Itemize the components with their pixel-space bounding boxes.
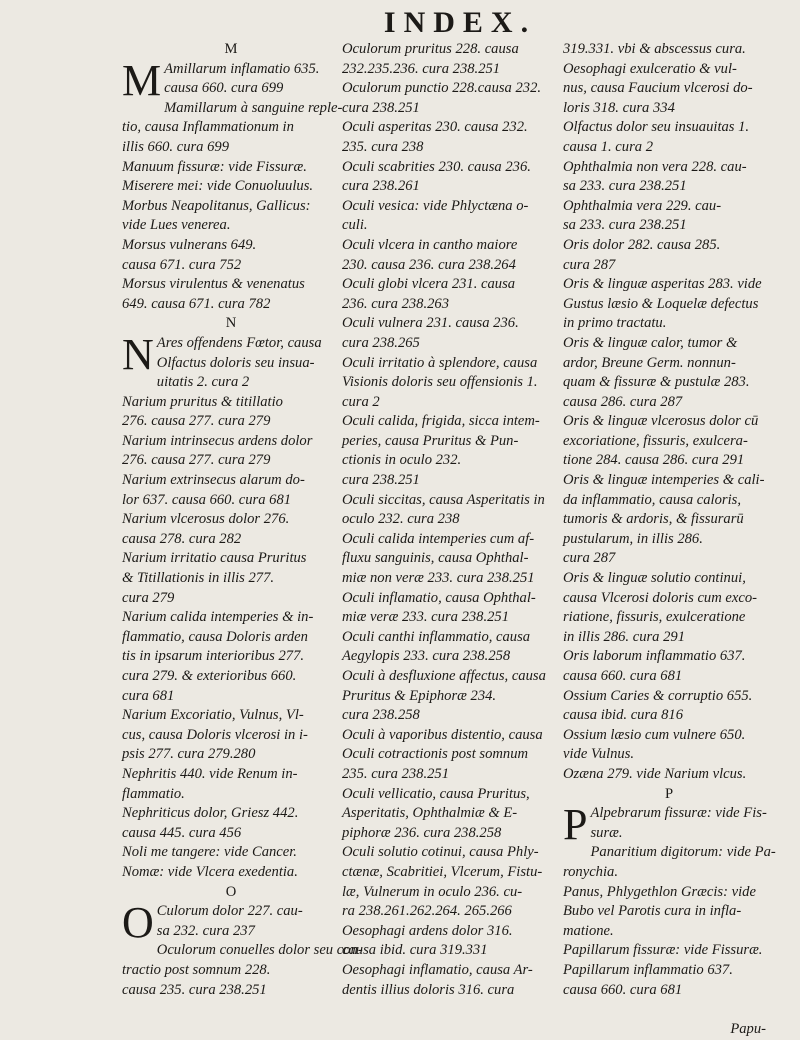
- index-line: Narium intrinsecus ardens dolor: [122, 432, 313, 449]
- index-line: Oculi inflamatio, causa Ophthal-: [342, 589, 536, 606]
- index-line: peries, causa Pruritus & Pun-: [342, 432, 519, 449]
- index-line: Morsus vulnerans 649.: [122, 236, 257, 253]
- index-line: causa ibid. cura 319.331: [342, 942, 488, 959]
- index-line: cura 238.251: [342, 99, 420, 116]
- section-letter: O: [225, 883, 237, 900]
- index-line: Ossium læsio cum vulnere 650.: [563, 726, 746, 743]
- index-line: Oris & linguæ calor, tumor &: [563, 334, 738, 351]
- index-line: 235. cura 238: [342, 138, 424, 155]
- index-line: cura 287: [563, 550, 616, 567]
- index-line: fluxu sanguinis, causa Ophthal-: [342, 550, 529, 567]
- index-line: Oris & linguæ intemperies & cali-: [563, 472, 765, 489]
- index-line: lor 637. causa 660. cura 681: [122, 491, 292, 508]
- section-letter: M: [224, 41, 238, 57]
- index-line: sa 232. cura 237: [156, 922, 255, 939]
- index-line: ra 238.261.262.264. 265.266: [342, 903, 512, 920]
- index-line: Oculi scabrities 230. causa 236.: [342, 158, 531, 175]
- index-line: causa 235. cura 238.251: [122, 981, 267, 998]
- index-line: Oculi cotractionis post somnum: [342, 746, 529, 763]
- index-line: flammatio, causa Doloris arden: [122, 628, 308, 645]
- index-line: Ozæna 279. vide Narium vlcus.: [563, 765, 747, 782]
- index-line: vide Lues venerea.: [122, 217, 231, 234]
- index-line: causa Vlcerosi doloris cum exco-: [563, 589, 757, 606]
- section-letter: N: [225, 315, 237, 332]
- index-line: cura 287: [563, 256, 616, 273]
- index-line: 319.331. vbi & abscessus cura.: [563, 41, 746, 57]
- index-line: 276. causa 277. cura 279: [122, 413, 271, 430]
- index-line: cura 681: [122, 687, 175, 704]
- index-line: Oris dolor 282. causa 285.: [563, 236, 721, 253]
- index-line: causa 660. cura 681: [563, 981, 683, 998]
- page-header: INDEX.: [383, 6, 537, 39]
- index-line: Nephritis 440. vide Renum in-: [122, 765, 298, 782]
- section-letter: P: [664, 785, 674, 802]
- index-line: Narium pruritus & titillatio: [122, 393, 283, 410]
- index-line: in illis 286. cura 291: [563, 628, 686, 645]
- index-line: Culorum dolor 227. cau-: [156, 903, 303, 920]
- index-entry-dropcap: [563, 800, 775, 850]
- index-line: Olfactus doloris seu insua-: [156, 354, 315, 371]
- index-line: Oesophagi inflamatio, causa Ar-: [342, 961, 533, 978]
- index-line: Oculi asperitas 230. causa 232.: [342, 119, 528, 136]
- drop-capital: O: [122, 898, 154, 948]
- index-line: ronychia.: [563, 863, 618, 880]
- index-line: ardor, Breune Germ. nonnun-: [563, 354, 736, 371]
- index-line: Oculi solutio cotinui, causa Phly-: [342, 844, 539, 861]
- index-line: Oesophagi ardens dolor 316.: [342, 922, 513, 939]
- index-line: Oris & linguæ asperitas 283. vide: [563, 276, 762, 293]
- index-line: in primo tractatu.: [563, 315, 667, 332]
- index-line: miæ veræ 233. cura 238.251: [342, 609, 510, 626]
- index-line: Oculi vellicatio, causa Pruritus,: [342, 785, 530, 802]
- index-line: oculo 232. cura 238: [342, 511, 460, 528]
- index-line: 236. cura 238.263: [342, 295, 450, 312]
- index-line: cura 279. & exterioribus 660.: [122, 668, 297, 684]
- index-line: cura 238.251: [342, 472, 420, 489]
- index-line: Narium Excoriatio, Vulnus, Vl-: [122, 707, 304, 724]
- index-line: Olfactus dolor seu insuauitas 1.: [563, 119, 750, 136]
- index-line: Oculi à desfluxione affectus, causa: [342, 668, 546, 684]
- index-line: Oculi vulnera 231. causa 236.: [342, 315, 519, 332]
- index-line: Nomæ: vide Vlcera exedentia.: [122, 863, 298, 880]
- index-line: sa 233. cura 238.251: [563, 178, 687, 195]
- index-line: Papillarum inflammatio 637.: [563, 961, 733, 978]
- index-line: causa 671. cura 752: [122, 256, 242, 273]
- index-line: Oculi canthi inflammatio, causa: [342, 628, 531, 645]
- index-line: loris 318. cura 334: [563, 99, 675, 116]
- index-line: da inflammatio, causa caloris,: [563, 491, 741, 508]
- index-line: piphoræ 236. cura 238.258: [342, 824, 502, 841]
- catchword: Papu-: [730, 1021, 766, 1037]
- index-line: culi.: [342, 217, 368, 234]
- index-line: & Titillationis in illis 277.: [122, 570, 275, 587]
- index-line: Ophthalmia non vera 228. cau-: [563, 158, 747, 175]
- index-line: causa 445. cura 456: [122, 824, 242, 841]
- index-line: tis in ipsarum interioribus 277.: [122, 648, 305, 665]
- index-line: illis 660. cura 699: [122, 138, 230, 155]
- index-line: Oesophagi exulceratio & vul-: [563, 60, 737, 77]
- index-line: matione.: [563, 922, 614, 939]
- index-line: Oculi irritatio à splendore, causa: [342, 354, 538, 371]
- index-line: flammatio.: [122, 785, 185, 802]
- drop-capital: P: [563, 800, 588, 850]
- index-line: psis 277. cura 279.280: [122, 746, 256, 763]
- drop-capital: M: [122, 55, 162, 105]
- index-line: Ossium Caries & corruptio 655.: [563, 687, 753, 704]
- index-entry-dropcap: [122, 329, 340, 379]
- index-line: læ, Vulnerum in oculo 236. cu-: [342, 883, 523, 900]
- index-line: Narium calida intemperies & in-: [122, 609, 314, 626]
- index-line: cura 238.261: [342, 178, 420, 195]
- index-line: Oculorum pruritus 228. causa: [342, 41, 519, 57]
- index-line: Oculi calida, frigida, sicca intem-: [342, 413, 540, 430]
- index-line: cura 2: [342, 393, 380, 410]
- index-line: cus, causa Doloris vlcerosi in i-: [122, 726, 308, 743]
- index-line: Ares offendens Fœtor, causa: [156, 334, 322, 351]
- index-line: Narium extrinsecus alarum do-: [122, 472, 305, 489]
- index-line: Amillarum inflamatio 635.: [164, 60, 320, 77]
- index-line: causa ibid. cura 816: [563, 707, 683, 724]
- index-line: quam & fissuræ & pustulæ 283.: [563, 374, 750, 391]
- index-line: Mamillarum à sanguine reple-: [164, 99, 343, 116]
- index-line: riatione, fissuris, exulceratione: [563, 609, 746, 626]
- index-line: Alpebrarum fissuræ: vide Fis-: [590, 805, 767, 822]
- index-line: sa 233. cura 238.251: [563, 217, 687, 234]
- index-line: Papillarum fissuræ: vide Fissuræ.: [563, 942, 763, 959]
- index-line: cura 279: [122, 589, 175, 606]
- index-line: tractio post somnum 228.: [122, 961, 271, 978]
- index-line: Visionis doloris seu offensionis 1.: [342, 374, 538, 391]
- index-line: Oculi siccitas, causa Asperitatis in: [342, 491, 545, 508]
- index-line: Noli me tangere: vide Cancer.: [122, 844, 297, 861]
- index-line: Narium irritatio causa Pruritus: [122, 550, 307, 567]
- index-line: dentis illius doloris 316. cura: [342, 981, 515, 998]
- index-line: causa 660. cura 681: [563, 668, 683, 684]
- index-line: Asperitatis, Ophthalmiæ & E-: [342, 805, 518, 822]
- index-entry-dropcap: [122, 898, 340, 948]
- index-line: tione 284. causa 286. cura 291: [563, 452, 745, 469]
- index-line: Manuum fissuræ: vide Fissuræ.: [122, 158, 307, 175]
- drop-capital: N: [122, 329, 154, 379]
- index-line: Bubo vel Parotis cura in infla-: [563, 903, 742, 920]
- index-line: 235. cura 238.251: [342, 765, 450, 782]
- index-line: Ophthalmia vera 229. cau-: [563, 197, 722, 214]
- index-line: Miserere mei: vide Conuoluulus.: [122, 178, 314, 195]
- index-line: excoriatione, fissuris, exulcera-: [563, 432, 748, 449]
- index-line: Oculi à vaporibus distentio, causa: [342, 726, 543, 743]
- index-line: causa 278. cura 282: [122, 530, 242, 547]
- index-line: cura 238.265: [342, 334, 420, 351]
- index-column-3: [563, 40, 775, 1000]
- index-line: Morsus virulentus & venenatus: [122, 276, 305, 293]
- index-line: Oculi vlcera in cantho maiore: [342, 236, 518, 253]
- index-line: Gustus læsio & Loquelæ defectus: [563, 295, 759, 312]
- index-entry-dropcap: [122, 55, 340, 105]
- index-line: causa 1. cura 2: [563, 138, 653, 155]
- index-line: nus, causa Faucium vlcerosi do-: [563, 80, 753, 97]
- index-line: 230. causa 236. cura 238.264: [342, 256, 516, 273]
- index-line: Oculorum punctio 228.causa 232.: [342, 80, 542, 97]
- index-line: cura 238.258: [342, 707, 420, 724]
- index-line: Panaritium digitorum: vide Pa-: [590, 844, 776, 861]
- index-line: Oris & linguæ vlcerosus dolor cū: [563, 413, 759, 430]
- index-line: 232.235.236. cura 238.251: [342, 60, 501, 77]
- index-line: Oculi vesica: vide Phlyctæna o-: [342, 197, 529, 214]
- index-line: Oculi calida intemperies cum af-: [342, 530, 535, 547]
- index-line: Aegylopis 233. cura 238.258: [342, 648, 511, 665]
- index-line: causa 660. cura 699: [164, 80, 284, 97]
- index-line: uitatis 2. cura 2: [156, 374, 250, 391]
- index-line: 276. causa 277. cura 279: [122, 452, 271, 469]
- index-line: Pruritus & Epiphoræ 234.: [342, 687, 497, 704]
- index-line: ctænæ, Scabritiei, Vlcerum, Fistu-: [342, 863, 543, 880]
- index-line: tumoris & ardoris, & fissurarū: [563, 511, 744, 528]
- index-line: Oculorum conuelles dolor seu con-: [156, 942, 363, 959]
- index-line: Oris laborum inflammatio 637.: [563, 648, 746, 665]
- index-line: miæ non veræ 233. cura 238.251: [342, 570, 535, 587]
- index-line: Nephriticus dolor, Griesz 442.: [122, 805, 299, 822]
- index-line: vide Vulnus.: [563, 746, 635, 763]
- index-line: Narium vlcerosus dolor 276.: [122, 511, 290, 528]
- index-line: Oculi globi vlcera 231. causa: [342, 276, 516, 293]
- index-line: Oris & linguæ solutio continui,: [563, 570, 746, 587]
- index-column-2: [342, 40, 560, 1000]
- index-line: pustularum, in illis 286.: [563, 530, 703, 547]
- index-line: Panus, Phlygethlon Græcis: vide: [563, 883, 756, 900]
- index-line: tio, causa Inflammationum in: [122, 119, 294, 136]
- index-line: suræ.: [590, 824, 623, 841]
- index-line: causa 286. cura 287: [563, 393, 683, 410]
- index-line: ctionis in oculo 232.: [342, 452, 462, 469]
- index-line: 649. causa 671. cura 782: [122, 295, 271, 312]
- index-line: Morbus Neapolitanus, Gallicus:: [122, 197, 311, 214]
